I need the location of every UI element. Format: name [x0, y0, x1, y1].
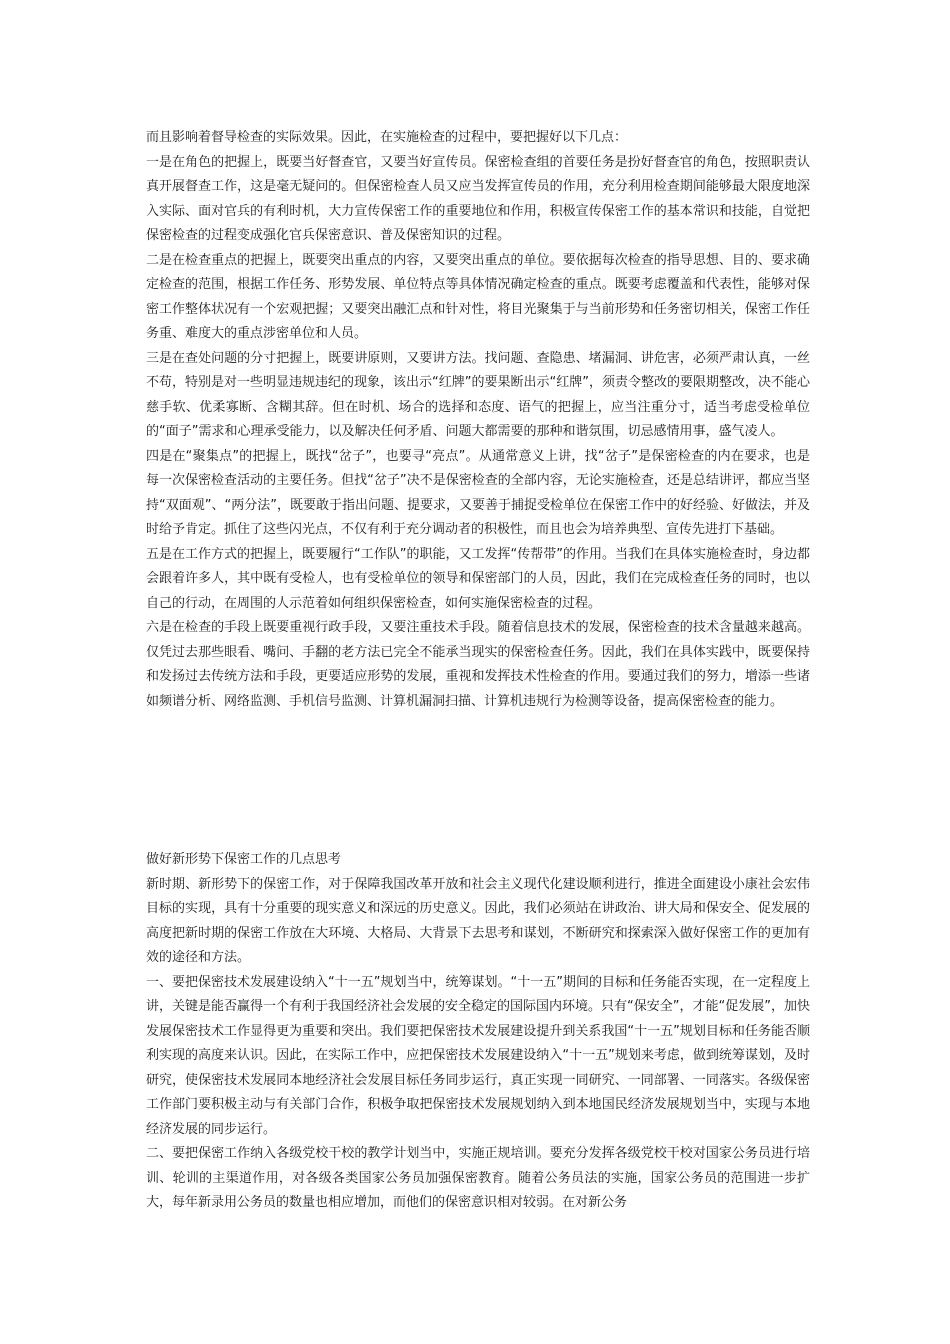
paragraph: 一是在角色的把握上，既要当好督查官，又要当好宣传员。保密检查组的首要任务是扮好督查官的角色，按照职责认真开展督查工作，这是毫无疑问的。但保密检查人员又应当发挥宣传员的作用，充分利用检查期间能够最大限度地深入实际、面对官兵的有利时机，大力宣传保密工作的重要地位和作用，积极宣传保密工作的基本常识和技能，自觉把保密检查的过程变成强化官兵保密意识、普及保密知识的过程。: [146, 154, 810, 243]
paragraph: 五是在工作方式的把握上，既要履行“工作队”的职能，又工发挥“传帮带”的作用。当我们在具体实施检查时，身边都会跟着许多人，其中既有受检人，也有受检单位的领导和保密部门的人员，因此，我们在完成检查任务的同时，也以自己的行动，在周围的人示范着如何组织保密检查，如何实施保密检查的过程。: [146, 546, 810, 611]
paragraph: 六是在检查的手段上既要重视行政手段，又要注重技术手段。随着信息技术的发展，保密检查的技术含量越来越高。仅凭过去那些眼看、嘴问、手翻的老方法已完全不能承当现实的保密检查任务。因此，我们在具体实践中，既要保持和发扬过去传统方法和手段，更要适应形势的发展，重视和发挥技术性检查的作用。要通过我们的努力，增添一些诸如频谱分析、网络监测、手机信号监测、计算机漏洞扫描、计算机违规行为检测等设备，提高保密检查的能力。: [146, 620, 810, 709]
section-title: 做好新形势下保密工作的几点思考: [146, 852, 342, 867]
paragraph: 一、要把保密技术发展建设纳入“十一五”规划当中，统筹谋划。“十一五”期间的目标和任务能否实现，在一定程度上讲，关键是能否赢得一个有利于我国经济社会发展的安全稳定的国际国内环境。只有“保安全”，才能“促发展”，加快发展保密技术工作显得更为重要和突出。我们要把保密技术发展建设提升到关系我国“十一五”规划目标和任务能否顺利实现的高度来认识。因此，在实际工作中，应把保密技术发展建设纳入“十一五”规划来考虑，做到统筹谋划，及时研究，使保密技术发展同本地经济社会发展目标任务同步运行，真正实现一同研究、一同部署、一同落实。各级保密工作部门要积极主动与有关部门合作，积极争取把保密技术发展规划纳入到本地国民经济发展规划当中，实现与本地经济发展的同步运行。: [146, 974, 810, 1137]
paragraph: 新时期、新形势下的保密工作，对于保障我国改革开放和社会主义现代化建设顺利进行，推进全面建设小康社会宏伟目标的实现，具有十分重要的现实意义和深远的历史意义。因此，我们必须站在讲政治、讲大局和保安全、促发展的高度把新时期的保密工作放在大环境、大格局、大背景下去思考和谋划，不断研究和探索深入做好保密工作的更加有效的途径和方法。: [146, 876, 810, 965]
paragraph: 而且影响着督导检查的实际效果。因此，在实施检查的过程中，要把握好以下几点：: [146, 130, 628, 145]
paragraph: 三是在查处问题的分寸把握上，既要讲原则，又要讲方法。找问题、查隐患、堵漏洞、讲危害，必须严肃认真，一丝不苟，特别是对一些明显违规违纪的现象，该出示“红牌”的要果断出示“红牌”，须责令整改的要限期整改，决不能心慈手软、优柔寡断、含糊其辞。但在时机、场合的选择和态度、语气的把握上，应当注重分寸，适当考虑受检单位的“面子”需求和心理承受能力，以及解决任何矛盾、问题大都需要的那种和谐氛围，切忌感情用事，盛气凌人。: [146, 350, 810, 439]
section-1: [146, 126, 810, 714]
paragraph: 二、要把保密工作纳入各级党校干校的教学计划当中，实施正规培训。要充分发挥各级党校干校对国家公务员进行培训、轮训的主渠道作用，对各级各类国家公务员加强保密教育。随着公务员法的实施，国家公务员的范围进一步扩大，每年新录用公务员的数量也相应增加，而他们的保密意识相对较弱。在对新公务: [146, 1146, 810, 1210]
paragraph: 二是在检查重点的把握上，既要突出重点的内容，又要突出重点的单位。要依据每次检查的指导思想、目的、要求确定检查的范围，根据工作任务、形势发展、单位特点等具体情况确定检查的重点。既要考虑覆盖和代表性，能够对保密工作整体状况有一个宏观把握；又要突出融汇点和针对性，将目光聚集于与当前形势和任务密切相关，保密工作任务重、难度大的重点涉密单位和人员。: [146, 252, 810, 341]
section-2: [146, 848, 810, 1216]
paragraph: 四是在“聚集点”的把握上，既找“岔子”，也要寻“亮点”。从通常意义上讲，找“岔子”是保密检查的内在要求，也是每一次保密检查活动的主要任务。但找“岔子”决不是保密检查的全部内容，无论实施检查，还是总结讲评，都应当坚持“双面观”、“两分法”，既要敢于指出问题、提要求，又要善于捕捉受检单位在保密工作中的好经验、好做法，并及时给予肯定。抓住了这些闪光点，不仅有利于充分调动者的积极性，而且也会为培养典型、宣传先进打下基础。: [146, 448, 810, 537]
